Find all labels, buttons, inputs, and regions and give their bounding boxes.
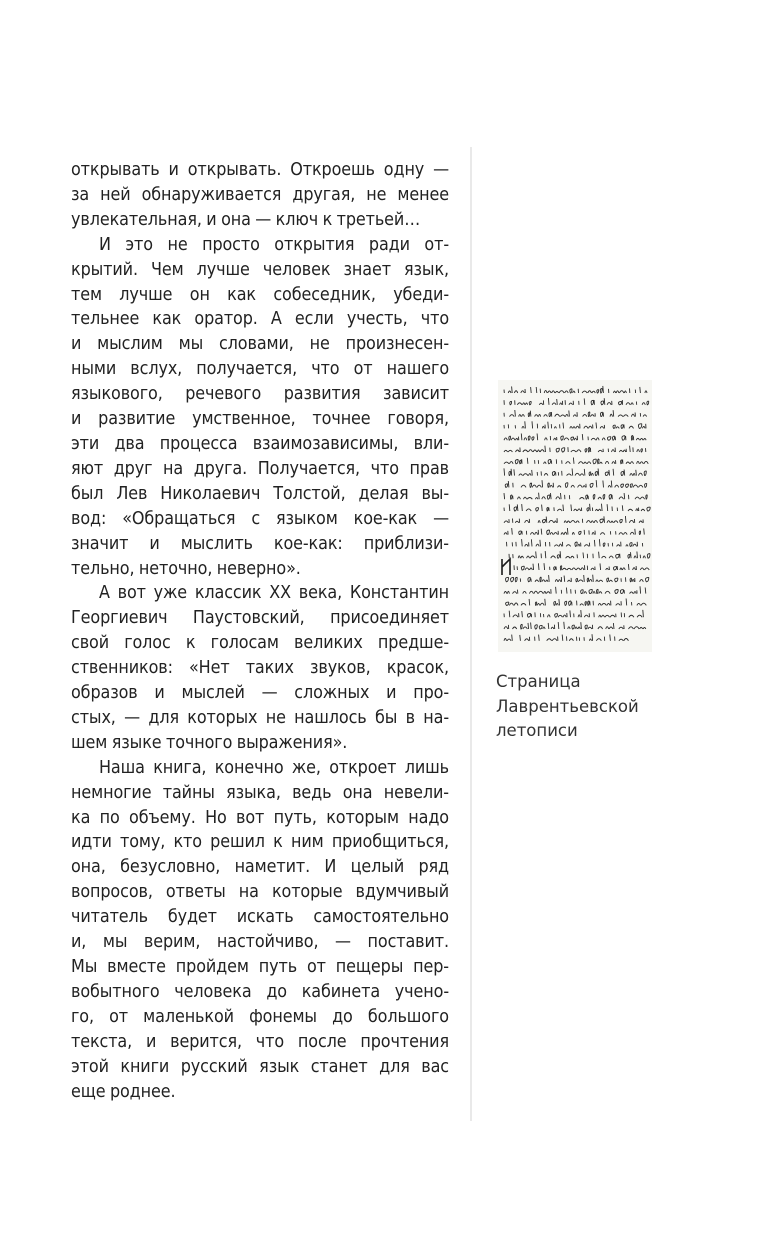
manuscript-line — [509, 551, 650, 558]
manuscript-line — [506, 599, 647, 606]
text-line: за ней обнаруживается другая, не менее — [71, 183, 449, 205]
manuscript-line — [504, 468, 646, 475]
chronicle-page-image — [498, 380, 652, 652]
text-line: вод: «Обращаться с языком кое-как — — [71, 507, 449, 529]
text-line: этой книги русский язык станет для вас — [71, 1055, 449, 1077]
text-line: был Лев Николаевич Толстой, делая вы- — [71, 482, 449, 504]
caption-line: Лаврентьевской — [496, 696, 639, 716]
column-divider — [470, 147, 472, 1121]
manuscript-line — [504, 386, 647, 393]
text-line: образов и мыслей — сложных и про- — [71, 682, 449, 704]
text-line: она, безусловно, наметит. И целый ряд — [71, 856, 449, 878]
text-line: яют друг на друга. Получается, что прав — [71, 457, 449, 479]
manuscript-line — [506, 575, 649, 582]
manuscript-line — [504, 458, 648, 464]
manuscript-line — [504, 410, 647, 417]
text-line: немногие тайны языка, ведь она невели- — [71, 781, 449, 803]
main-text — [71, 158, 449, 1104]
text-line: и, мы верим, настойчиво, — поставит. — [71, 931, 449, 953]
manuscript-line — [504, 493, 647, 500]
caption-line: летописи — [496, 721, 578, 740]
manuscript-initial-letter — [502, 559, 510, 575]
manuscript-line — [505, 480, 646, 487]
text-line: Мы вместе пройдем путь от пещеры пер- — [71, 956, 449, 977]
text-line: идти тому, кто решил к ним приобщиться, — [71, 831, 449, 853]
text-line: тельнее как оратор. А если учесть, что — [71, 308, 449, 330]
manuscript-line — [504, 434, 646, 441]
text-line: текста, и верится, что после прочтения — [71, 1030, 449, 1052]
text-line: эти два процесса взаимозависимы, вли- — [71, 432, 449, 454]
manuscript-line — [504, 504, 650, 511]
manuscript-line — [504, 528, 644, 535]
text-line: шем языке точного выражения». — [71, 731, 348, 753]
text-line: и развитие умственное, точнее говоря, — [71, 408, 449, 430]
text-line: открывать и открывать. Откроешь одну — — [71, 159, 449, 180]
text-line: вопросов, ответы на которые вдумчивый — [71, 881, 449, 903]
text-line: увлекательная, и она — ключ к третьей… — [71, 208, 421, 230]
text-line: читатель будет искать самостоятельно — [71, 906, 449, 928]
manuscript-line — [504, 421, 646, 428]
text-line: еще роднее. — [71, 1080, 176, 1102]
manuscript-line — [504, 634, 628, 641]
text-line: ными вслух, получается, что от нашего — [71, 358, 449, 380]
caption-line: Страница — [496, 672, 581, 691]
manuscript-line — [504, 586, 646, 593]
text-line: языкового, речевого развития зависит — [71, 383, 449, 405]
manuscript-line — [504, 516, 643, 523]
manuscript-line — [504, 610, 643, 617]
text-line: тельно, неточно, неверно». — [71, 557, 301, 579]
manuscript-line — [504, 398, 649, 405]
text-line: и мыслим мы словами, не произнесен- — [71, 333, 449, 355]
image-caption — [496, 670, 696, 744]
text-line: тем лучше он как собеседник, убеди- — [71, 283, 449, 305]
manuscript-line — [504, 622, 646, 629]
manuscript-line — [514, 563, 649, 570]
text-line: ственников: «Нет таких звуков, красок, — [71, 657, 449, 679]
text-line: го, от маленькой фонемы до большого — [71, 1005, 449, 1027]
text-line: стых, — для которых не нашлось бы в на- — [71, 706, 449, 728]
manuscript-line — [507, 539, 643, 546]
manuscript-line — [504, 446, 646, 452]
text-line: вобытного человека до кабинета учено- — [71, 980, 449, 1002]
text-line: А вот уже классик XX века, Константин — [99, 582, 449, 604]
manuscript-script-illustration — [498, 380, 652, 652]
text-line: свой голос к голосам великих предше- — [71, 632, 449, 654]
text-line: И это не просто открытия ради от- — [99, 233, 449, 255]
text-line: Наша книга, конечно же, откроет лишь — [99, 756, 449, 778]
text-line: ка по объему. Но вот путь, которым надо — [71, 806, 449, 828]
text-line: значит и мыслить кое-как: приблизи- — [71, 532, 449, 554]
text-line: крытий. Чем лучше человек знает язык, — [71, 258, 449, 280]
text-line: Георгиевич Паустовский, присоединяет — [71, 607, 449, 629]
